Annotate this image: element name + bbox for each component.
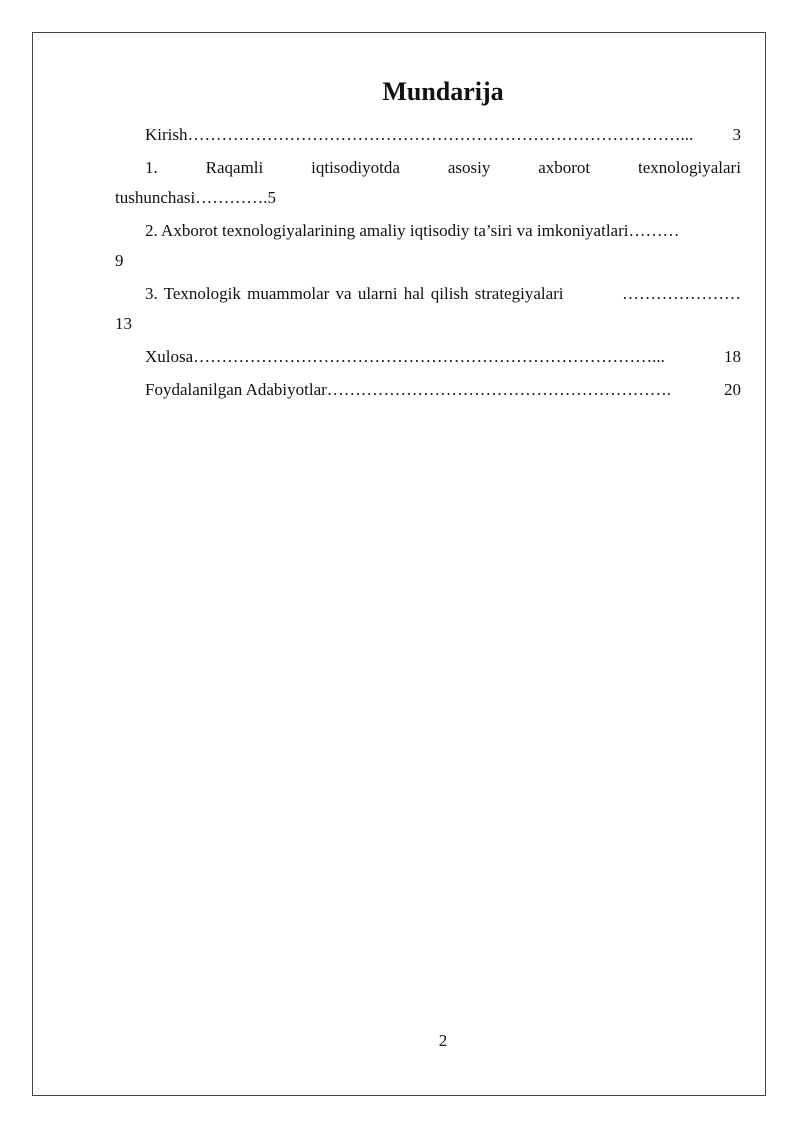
toc-entry-kirish[interactable] [115,120,741,150]
toc-entry-continuation: tushunchasi [115,188,196,207]
toc-entry-leader: ……………………………………………………. [326,380,672,399]
toc-entry-leader: ……… [628,221,680,240]
toc-entry-leader: ………………………………………………………………………... [193,347,665,366]
toc-entry-adabiyotlar[interactable] [115,375,741,405]
toc-entry-word: axborot [538,158,591,177]
toc-entry-leader: ………………… [622,284,741,303]
toc-entry-leader: ……………………………………………………………………………... [187,125,694,144]
toc-entry-section-3[interactable] [115,279,741,339]
toc-entry-title-line [115,216,741,246]
toc-entry-page: 18 [724,347,741,366]
toc-entry-title: Kirish [145,125,188,144]
toc-entry-page: 9 [115,251,124,270]
toc-entry-title: 2. Axborot texnologiyalarining amaliy iqtisodiy ta’siri va imkoniyatlari [145,221,629,240]
toc-entry-page: 20 [724,380,741,399]
toc-entry-page: 5 [267,188,277,207]
toc-entry-word: Raqamli [205,158,264,177]
toc-entry-title-line [115,153,741,183]
toc-entry-leader: …………. [195,188,268,207]
toc-entry-page-line [115,246,741,276]
toc-entry-word: 1. [145,158,158,177]
toc-entry-title: Foydalanilgan Adabiyotlar [145,380,327,399]
toc-entry-word: iqtisodiyotda [311,158,400,177]
toc-entry-continuation-line [115,183,741,213]
page-number: 2 [438,1031,448,1050]
toc-entry-title: 3. Texnologik muammolar va ularni hal qilish strategiyalari [145,284,564,303]
table-of-contents [115,120,741,408]
toc-entry-xulosa[interactable] [115,342,741,372]
toc-entry-word: asosiy [447,158,491,177]
toc-entry-page: 13 [115,314,132,333]
toc-entry-title: Xulosa [145,347,194,366]
toc-entry-section-2[interactable] [115,216,741,276]
toc-entry-page-line [115,309,741,339]
toc-entry-page: 3 [732,125,741,144]
document-title: Mundarija [382,77,504,106]
toc-entry-title-line [115,279,741,309]
toc-entry-word: texnologiyalari [638,158,741,177]
toc-entry-section-1[interactable] [115,153,741,213]
